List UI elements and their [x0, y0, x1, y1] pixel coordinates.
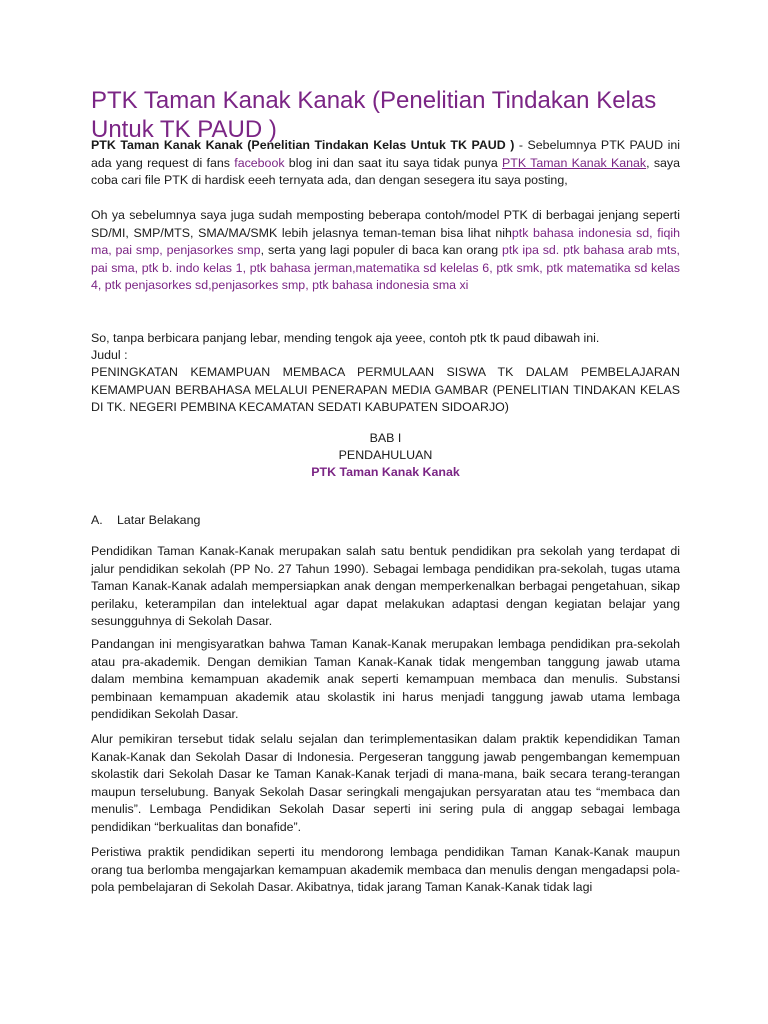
judul-label: Judul :: [91, 348, 128, 362]
section-a-heading: [91, 512, 680, 530]
pendahuluan-heading: PENDAHULUAN: [338, 448, 433, 462]
facebook-link[interactable]: facebook: [234, 155, 285, 170]
bab-heading: BAB I: [369, 431, 402, 445]
judul-text: PENINGKATAN KEMAMPUAN MEMBACA PERMULAAN SISWA TK DALAM PEMBELAJARAN KEMAMPUAN BERBAHASA MELALUI PENERAPAN MEDIA GAMBAR (PENELITIAN TINDAKAN KELAS DI TK. NEGERI PEMBINA KECAMATAN SEDATI KABUPATEN SIDOARJO): [91, 365, 680, 414]
section-a-number: A.: [91, 513, 103, 527]
section-a-label: Latar Belakang: [117, 513, 201, 527]
intro-text-3: , saya coba cari file PTK di hardisk eeeh ternyata ada, dan dengan sesegera itu saya posting,: [91, 155, 681, 187]
so-line: So, tanpa berbicara panjang lebar, mending tengok aja yeee, contoh ptk tk paud dibawah ini.: [91, 331, 600, 345]
ptk-tk-link[interactable]: PTK Taman Kanak Kanak: [502, 155, 647, 170]
related-text-2: , serta yang lagi populer di baca kan orang: [260, 243, 502, 257]
related-posts-paragraph: [91, 207, 680, 295]
bab-subtitle: PTK Taman Kanak Kanak: [311, 465, 460, 479]
body-paragraph-2: Pandangan ini mengisyaratkan bahwa Taman Kanak-Kanak merupakan lembaga pendidikan pra-sekolah atau pra-akademik. Dengan demikian Taman Kanak-Kanak tidak mengemban tanggung jawab utama dalam membina kemampuan akademik anak seperti kemampuan membaca dan menulis. Substansi pembinaan kemampuan akademik atau skolastik ini harus menjadi tanggung jawab utama lembaga pendidikan Sekolah Dasar.: [91, 637, 680, 721]
intro-paragraph: [91, 137, 680, 190]
intro-lead: PTK Taman Kanak Kanak (Penelitian Tindakan Kelas Untuk TK PAUD ): [91, 138, 515, 152]
body-paragraph-1: Pendidikan Taman Kanak-Kanak merupakan salah satu bentuk pendidikan pra sekolah yang terdapat di jalur pendidikan sekolah (PP No. 27 Tahun 1990). Sebagai lembaga pendidikan pra-sekolah, tugas utama Taman Kanak-Kanak adalah mempersiapkan anak dengan memperkenalkan berbagai pengetahuan, sikap perilaku, keterampilan dan intelektual agar dapat melakukan adaptasi dengan kegiatan belajar yang sesungguhnya di Sekolah Dasar.: [91, 544, 680, 628]
related-text-1: Oh ya sebelumnya saya juga sudah memposting beberapa contoh/model PTK di berbagai jenjang seperti SD/MI, SMP/MTS, SMA/MA/SMK lebih jelasnya teman-teman bisa lihat nih: [91, 208, 680, 240]
page-title: PTK Taman Kanak Kanak (Penelitian Tindakan Kelas Untuk TK PAUD ): [91, 87, 657, 143]
body-paragraph-3: Alur pemikiran tersebut tidak selalu sejalan dan terimplementasikan dalam praktik kependidikan Taman Kanak-Kanak dan Sekolah Dasar di Indonesia. Pergeseran tanggung jawab pengembangan kemempuan skolastik dari Sekolah Dasar ke Taman Kanak-Kanak terjadi di mana-mana, baik secara terang-terangan maupun terselubung. Banyak Sekolah Dasar seringkali mengajukan persyaratan atau tes “membaca dan menulis”. Lembaga Pendidikan Sekolah Dasar seperti ini sering pula di anggap sebagai lembaga pendidikan “berkualitas dan bonafide”.: [91, 732, 680, 834]
intro-text-2: blog ini dan saat itu saya tidak punya: [284, 155, 503, 170]
related-links-2[interactable]: ptk ipa sd. ptk bahasa arab mts, pai sma, ptk b. indo kelas 1, ptk bahasa jerman,matematika sd kelelas 6, ptk smk, ptk matematika sd kelas 4, ptk penjasorkes sd,penjasorkes smp, ptk bahasa indonesia sma xi: [91, 243, 680, 292]
related-links-1[interactable]: ptk bahasa indonesia sd, fiqih ma, pai smp, penjasorkes smp: [91, 225, 680, 257]
body-paragraph-4: Peristiwa praktik pendidikan seperti itu mendorong lembaga pendidikan Taman Kanak-Kanak maupun orang tua berlomba mengajarkan kemampuan akademik membaca dan menulis dengan mengadapsi pola-pola pembelajaran di Sekolah Dasar. Akibatnya, tidak jarang Taman Kanak-Kanak tidak lagi: [91, 845, 680, 894]
intro-text-1: - Sebelumnya PTK PAUD ini ada yang request di fans: [91, 138, 680, 170]
